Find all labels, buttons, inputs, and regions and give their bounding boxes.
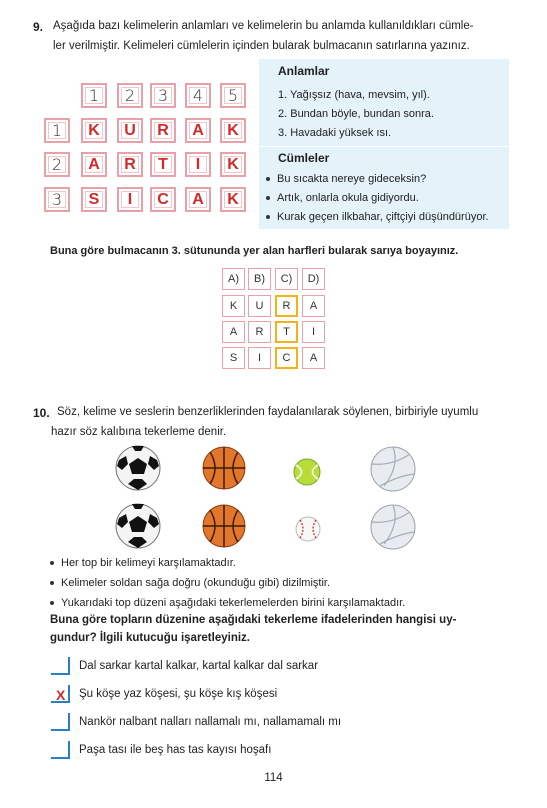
option-text: Şu köşe yaz köşesi, şu köşe kış köşesi bbox=[79, 688, 278, 700]
rule-item bbox=[50, 557, 236, 569]
puzzle-letter: R bbox=[117, 152, 143, 177]
question-10-prompt-line1: Buna göre topların düzenine aşağıdaki tekerleme ifadelerinden hangisi uy- bbox=[50, 614, 457, 626]
rule-item bbox=[50, 577, 330, 589]
puzzle-col-num: 5 bbox=[220, 83, 246, 108]
question-10-number: 10. bbox=[33, 406, 50, 420]
grid-cell: A bbox=[222, 321, 245, 343]
sentence-item bbox=[266, 192, 419, 204]
puzzle-letter: T bbox=[150, 152, 176, 177]
grid-cell: I bbox=[302, 321, 325, 343]
puzzle-letter: C bbox=[150, 187, 176, 212]
puzzle-letter: K bbox=[220, 118, 246, 143]
grid-cell: S bbox=[222, 347, 245, 369]
soccer-ball-icon bbox=[114, 444, 162, 492]
option-checkbox[interactable] bbox=[51, 657, 70, 675]
grid-cell: K bbox=[222, 295, 245, 317]
meanings-title: Anlamlar bbox=[278, 64, 330, 78]
bullet-icon bbox=[266, 196, 270, 200]
sentences-title: Cümleler bbox=[278, 151, 330, 165]
page-number: 114 bbox=[264, 772, 283, 784]
rule-text: Kelimeler soldan sağa doğru (okunduğu gibi) dizilmiştir. bbox=[61, 577, 331, 589]
puzzle-row-num: 3 bbox=[44, 187, 70, 212]
option-checkbox-checked[interactable] bbox=[51, 685, 70, 703]
puzzle-letter: K bbox=[220, 152, 246, 177]
tennis-ball-icon bbox=[293, 458, 321, 486]
puzzle-row-num: 1 bbox=[44, 118, 70, 143]
grid-cell-highlighted: C bbox=[275, 347, 298, 369]
bullet-icon bbox=[50, 561, 54, 565]
option-checkbox[interactable] bbox=[51, 713, 70, 731]
meaning-item: 2. Bundan böyle, bundan sonra. bbox=[278, 108, 434, 120]
baseball-icon bbox=[295, 516, 321, 542]
sentence-text: Artık, onlarla okula gidiyordu. bbox=[277, 192, 419, 204]
bullet-icon bbox=[50, 581, 54, 585]
puzzle-letter: K bbox=[81, 118, 107, 143]
sentence-text: Bu sıcakta nereye gideceksin? bbox=[277, 173, 427, 185]
rule-text: Her top bir kelimeyi karşılamaktadır. bbox=[61, 557, 236, 569]
puzzle-letter: R bbox=[150, 118, 176, 143]
question-9-instruction: Buna göre bulmacanın 3. sütununda yer alan harfleri bularak sarıya boyayınız. bbox=[50, 245, 459, 257]
sentence-text: Kurak geçen ilkbahar, çiftçiyi düşündürüyor. bbox=[277, 211, 489, 223]
sentences-panel bbox=[259, 147, 509, 229]
grid-cell: I bbox=[248, 347, 271, 369]
meaning-item: 1. Yağışsız (hava, mevsim, yıl). bbox=[278, 89, 430, 101]
grid-cell-highlighted: T bbox=[275, 321, 298, 343]
option-text: Dal sarkar kartal kalkar, kartal kalkar dal sarkar bbox=[79, 660, 319, 672]
question-9-text-line2: ler verilmiştir. Kelimeleri cümlelerin içinden bularak bulmacanın satırlarına yazınız. bbox=[53, 40, 470, 52]
puzzle-col-num: 2 bbox=[117, 83, 143, 108]
rule-text: Yukarıdaki top düzeni aşağıdaki tekerlemelerden birini karşılamaktadır. bbox=[61, 597, 406, 609]
sentence-item bbox=[266, 173, 426, 185]
option-text: Nankör nalbant nalları nallamalı mı, nallamamalı mı bbox=[79, 716, 342, 728]
question-9-text-line1: Aşağıda bazı kelimelerin anlamları ve kelimelerin bu anlamda kullanıldıkları cümle- bbox=[53, 20, 474, 32]
puzzle-letter: U bbox=[117, 118, 143, 143]
grid-cell-highlighted: R bbox=[275, 295, 298, 317]
option-text: Paşa tası ile beş has tas kayısı hoşafı bbox=[79, 744, 272, 756]
question-10-prompt-line2: gundur? İlgili kutucuğu işaretleyiniz. bbox=[50, 632, 250, 644]
puzzle-col-num: 3 bbox=[150, 83, 176, 108]
grid-header: A) bbox=[222, 268, 245, 290]
grid-cell: U bbox=[248, 295, 271, 317]
question-10-prompt bbox=[50, 611, 456, 647]
sentence-item bbox=[266, 211, 489, 223]
bullet-icon bbox=[50, 601, 54, 605]
grid-cell: A bbox=[302, 347, 325, 369]
grid-header: D) bbox=[302, 268, 325, 290]
puzzle-letter: K bbox=[220, 187, 246, 212]
bullet-icon bbox=[266, 215, 270, 219]
question-9-number: 9. bbox=[33, 20, 44, 34]
grid-header: B) bbox=[248, 268, 271, 290]
check-x-mark: X bbox=[56, 687, 66, 703]
puzzle-letter: A bbox=[185, 187, 211, 212]
puzzle-letter: S bbox=[81, 187, 107, 212]
question-9-text bbox=[53, 16, 523, 56]
basketball-icon bbox=[202, 446, 246, 490]
grid-header: C) bbox=[275, 268, 298, 290]
question-10-text bbox=[51, 402, 527, 442]
meanings-panel bbox=[259, 59, 509, 146]
meaning-item: 3. Havadaki yüksek ısı. bbox=[278, 127, 392, 139]
bullet-icon bbox=[266, 177, 270, 181]
grid-cell: R bbox=[248, 321, 271, 343]
puzzle-letter: A bbox=[185, 118, 211, 143]
basketball-icon bbox=[202, 504, 246, 548]
puzzle-col-num: 1 bbox=[81, 83, 107, 108]
soccer-ball-icon bbox=[114, 502, 162, 550]
puzzle-row-num: 2 bbox=[44, 152, 70, 177]
volleyball-icon bbox=[370, 446, 416, 492]
question-10-text-line2: hazır söz kalıbına tekerleme denir. bbox=[51, 426, 227, 438]
puzzle-letter: A bbox=[81, 152, 107, 177]
rule-item bbox=[50, 597, 405, 609]
option-checkbox[interactable] bbox=[51, 741, 70, 759]
grid-cell: A bbox=[302, 295, 325, 317]
puzzle-letter: I bbox=[117, 187, 143, 212]
puzzle-letter: I bbox=[185, 152, 211, 177]
question-10-text-line1: Söz, kelime ve seslerin benzerliklerinden faydalanılarak söylenen, birbiriyle uyumlu bbox=[57, 406, 479, 418]
puzzle-col-num: 4 bbox=[185, 83, 211, 108]
volleyball-icon bbox=[370, 504, 416, 550]
